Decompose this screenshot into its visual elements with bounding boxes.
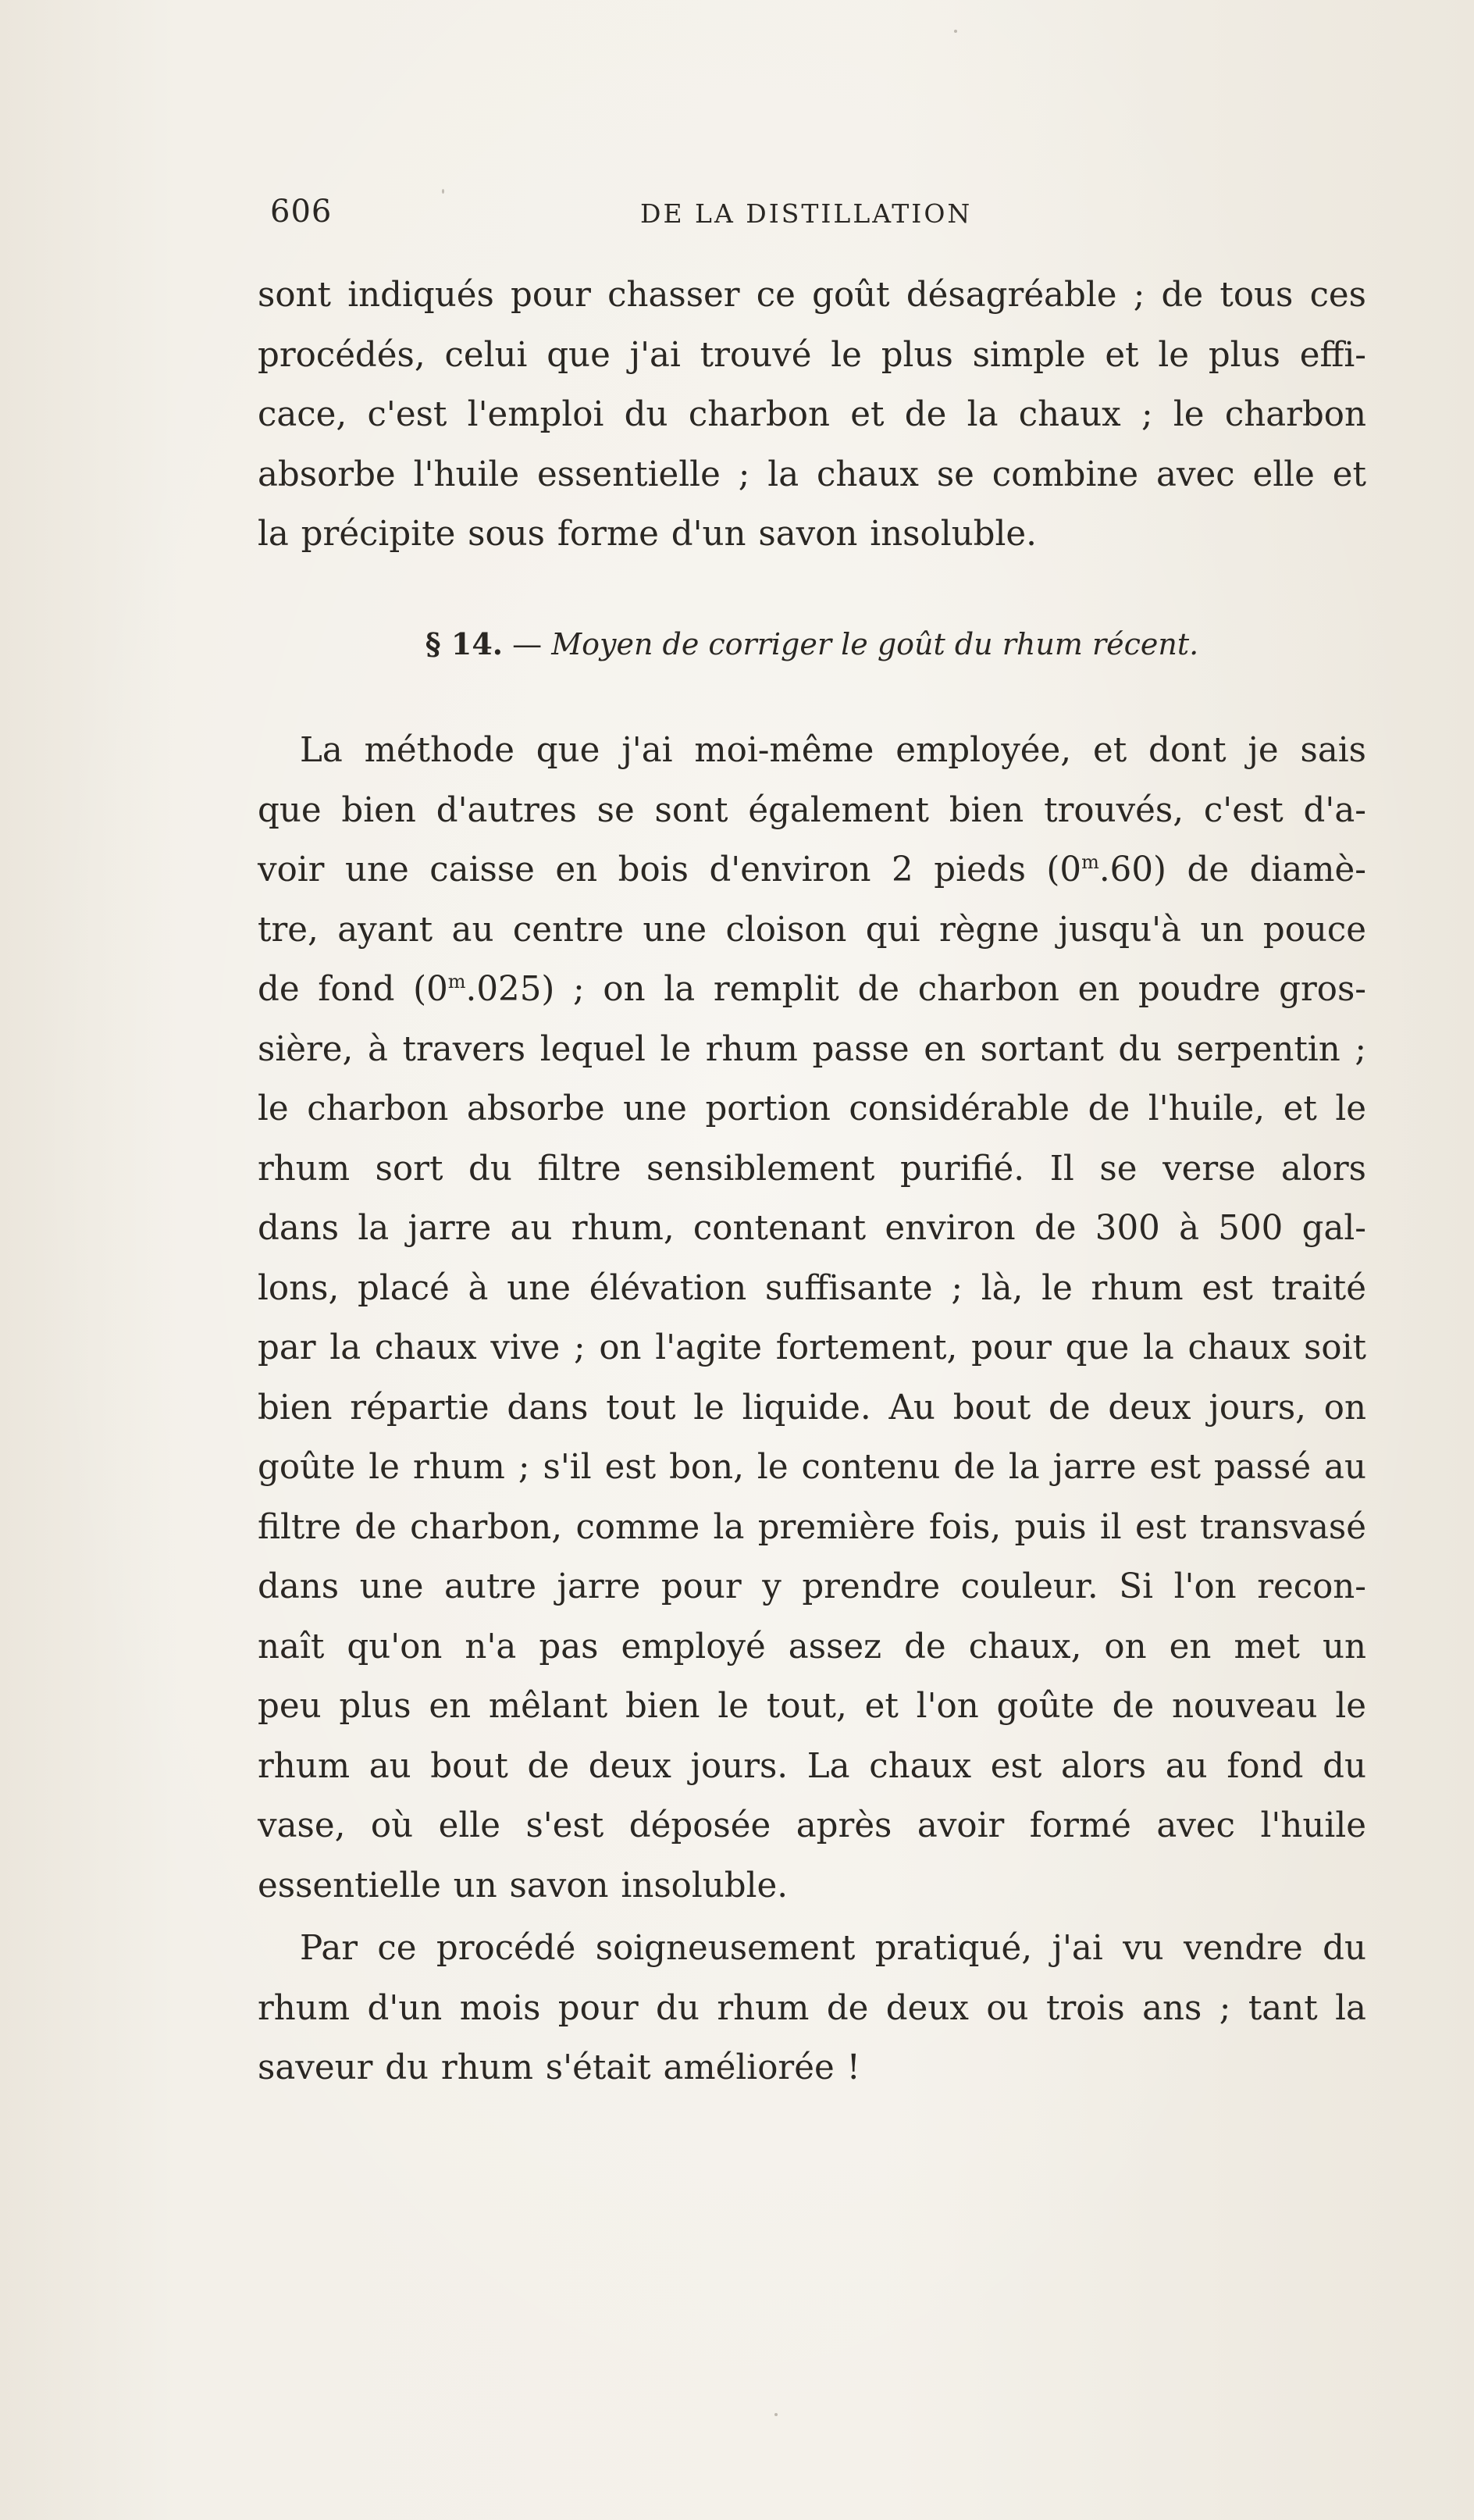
unit-superscript: m [1081, 851, 1099, 873]
text-line: bien répartie dans tout le liquide. Au bout de deux jours, on [258, 1388, 1366, 1428]
text-line: dans une autre jarre pour y prendre couleur. Si l'on recon- [258, 1567, 1366, 1606]
page-number: 606 [270, 194, 333, 230]
text-line: sont indiqués pour chasser ce goût désagréable ; de tous ces [258, 276, 1366, 315]
text-block [258, 266, 1366, 2098]
text-line: tre, ayant au centre une cloison qui règne jusqu'à un pouce [258, 910, 1366, 950]
text-line: rhum au bout de deux jours. La chaux est alors au fond du [258, 1746, 1366, 1786]
paragraph-3 [258, 1919, 1366, 2098]
text-line-with-unit [258, 840, 1366, 900]
text-line: peu plus en mêlant bien le tout, et l'on goûte de nouveau le [258, 1687, 1366, 1726]
text-fragment: .025) ; on la remplit de charbon en poudre gros- [465, 970, 1366, 1009]
section-number: § 14. [425, 626, 504, 661]
section-heading [258, 615, 1366, 675]
paper-speck [954, 30, 957, 33]
text-line: essentielle un savon insoluble. [258, 1866, 789, 1905]
text-line: le charbon absorbe une portion considérable de l'huile, et le [258, 1089, 1366, 1128]
text-line: naît qu'on n'a pas employé assez de chaux, on en met un [258, 1627, 1366, 1666]
text-line: dans la jarre au rhum, contenant environ de 300 à 500 gal- [258, 1209, 1366, 1248]
text-line-with-unit [258, 960, 1366, 1020]
running-head [270, 194, 1379, 241]
text-line: filtre de charbon, comme la première fois, puis il est transvasé [258, 1507, 1366, 1547]
text-line: La méthode que j'ai moi-même employée, et dont je sais [300, 731, 1366, 770]
text-line: par la chaux vive ; on l'agite fortement, pour que la chaux soit [258, 1328, 1366, 1367]
section-dash: — [512, 626, 543, 661]
paragraph-2 [258, 721, 1366, 1916]
paper-speck [774, 2413, 778, 2416]
text-line: Par ce procédé soigneusement pratiqué, j'ai vu vendre du [300, 1929, 1366, 1968]
text-line: saveur du rhum s'était améliorée ! [258, 2048, 860, 2087]
text-line: rhum d'un mois pour du rhum de deux ou trois ans ; tant la [258, 1988, 1366, 2028]
text-line: procédés, celui que j'ai trouvé le plus simple et le plus effi- [258, 335, 1366, 375]
text-line: cace, c'est l'emploi du charbon et de la chaux ; le charbon [258, 395, 1366, 434]
unit-superscript: m [447, 971, 466, 993]
text-line: absorbe l'huile essentielle ; la chaux se combine avec elle et [258, 454, 1366, 494]
paper-speck [442, 189, 444, 194]
text-line: la précipite sous forme d'un savon insoluble. [258, 515, 1037, 554]
text-line: goûte le rhum ; s'il est bon, le contenu de la jarre est passé au [258, 1448, 1366, 1487]
text-line: lons, placé à une élévation suffisante ; là, le rhum est traité [258, 1268, 1366, 1308]
text-fragment: de fond (0 [258, 970, 448, 1009]
text-line: sière, à travers lequel le rhum passe en sortant du serpentin ; [258, 1029, 1366, 1069]
running-title: DE LA DISTILLATION [640, 198, 973, 229]
section-title: Moyen de corriger le goût du rhum récent. [551, 626, 1199, 661]
text-fragment: voir une caisse en bois d'environ 2 pieds (0 [258, 850, 1082, 889]
paragraph-1 [258, 266, 1366, 565]
text-line: que bien d'autres se sont également bien trouvés, c'est d'a- [258, 790, 1366, 830]
text-line: vase, où elle s'est déposée après avoir formé avec l'huile [258, 1806, 1366, 1845]
text-line: rhum sort du filtre sensiblement purifié. Il se verse alors [258, 1149, 1366, 1189]
text-fragment: .60) de diamè- [1098, 850, 1367, 889]
